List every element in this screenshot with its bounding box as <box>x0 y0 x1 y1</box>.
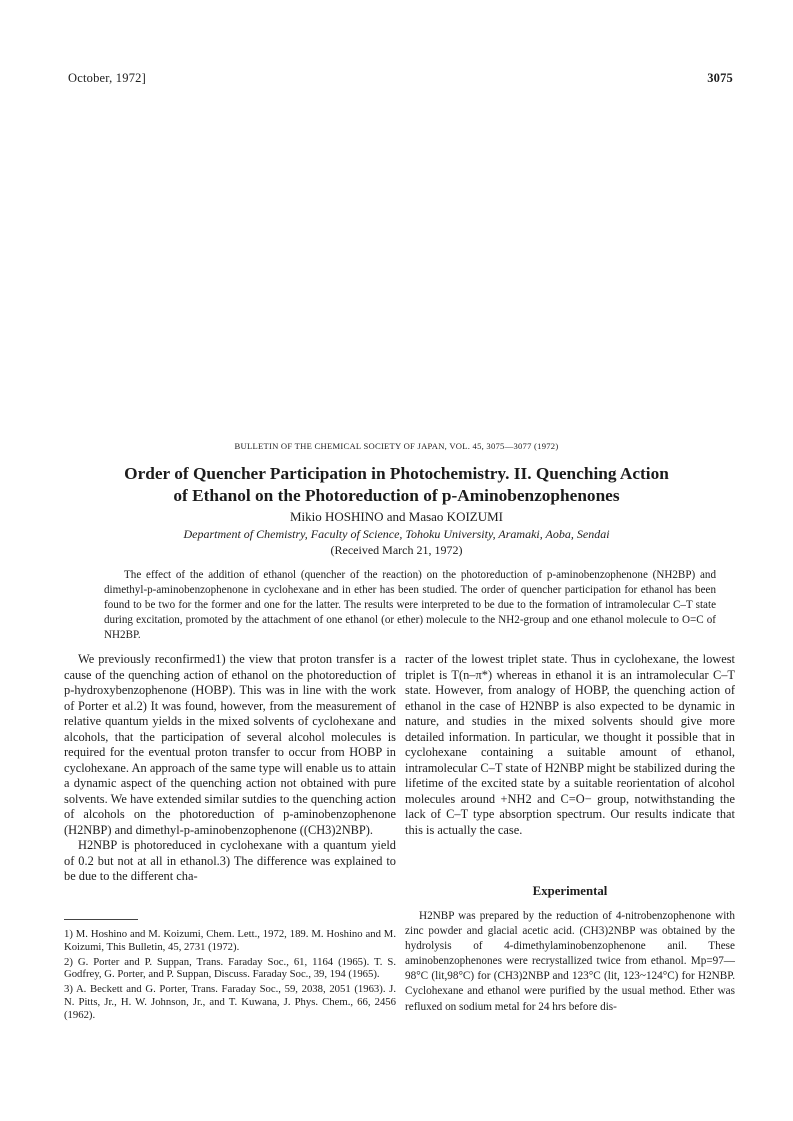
footnote-rule <box>64 919 138 920</box>
journal-citation-line: BULLETIN OF THE CHEMICAL SOCIETY OF JAPAN, VOL. 45, 3075—3077 (1972) <box>234 441 559 451</box>
title-line-2: of Ethanol on the Photoreduction of p-Aminobenzophenones <box>173 486 620 505</box>
body-paragraph-1: We previously reconfirmed1) the view that proton transfer is a cause of the quenching action of ethanol on the photoreduction of p-hydroxybenzophenone (HOBP). This was in line with the work of Porter et al.2) It was found, however, from the measurement of relative quantum yields in the mixed solvents of cyclohexane and alcohols, that the participation of several alcohol molecules is required for the eventual proton transfer to occur from HOBP in cyclohexane. An approach of the same type will enable us to attain a dynamic aspect of the quenching action not obtained with pure solvents. We have extended similar sutdies to the quenching action of alcohols on the photoreduction of p-aminobenzophenone (H2NBP) and dimethyl-p-aminobenzophenone ((CH3)2NBP). <box>64 652 396 837</box>
body-paragraph-2: H2NBP is photoreduced in cyclohexane with a quantum yield of 0.2 but not at all in ethanol.3) The difference was explained to be due to the different cha- <box>64 838 396 883</box>
footnote-3: 3) A. Beckett and G. Porter, Trans. Faraday Soc., 59, 2038, 2051 (1963). J. N. Pitts, Jr., H. W. Johnson, Jr., and T. Kuwana, J. Phys. Chem., 66, 2456 (1962). <box>64 983 396 1021</box>
section-heading-experimental: Experimental <box>532 884 608 898</box>
title-line-1: Order of Quencher Participation in Photochemistry. II. Quenching Action <box>124 464 669 483</box>
abstract: The effect of the addition of ethanol (quencher of the reaction) on the photoreduction of p-aminobenzophenone (NH2BP) and dimethyl-p-aminobenzophenone in cyclohexane and in ether has been studied. The order of quencher participation for ethanol has been found to be two for the former and one for the latter. The results were interpreted to be due to the formation of intramolecular C–T state during excitation, promoted by the attachment of one ethanol (or ether) molecule to the NH2-group and one ethanol molecule to O=C of NH2BP. <box>104 569 716 641</box>
body-paragraph-3: racter of the lowest triplet state. Thus in cyclohexane, the lowest triplet is T(n–π*) whereas in ethanol it is an intramolecular C–T state. However, from analogy of HOBP, the quenching action of ethanol in the case of H2NBP is also expected to be dynamic in nature, and studies in the mixed solvents should give more detailed information. In particular, we thought it possible that in cyclohexane containing a suitable amount of ethanol, intramolecular C–T state of H2NBP might be stabilized during the lifetime of the excited state by a suitable reorientation of alcohol molecules around +NH2 and C=O− group, notwithstanding the lack of C–T type absorption spectrum. Our results indicate that this is actually the case. <box>405 652 735 837</box>
footnote-2: 2) G. Porter and P. Suppan, Trans. Faraday Soc., 61, 1164 (1965). T. S. Godfrey, G. Porter, and P. Suppan, Discuss. Faraday Soc., 39, 194 (1965). <box>64 955 396 981</box>
body-column-right <box>405 652 735 838</box>
paper-title <box>60 463 733 507</box>
page-number: 3075 <box>707 71 733 85</box>
running-header-date: October, 1972] <box>68 71 146 85</box>
body-column-left <box>64 652 396 885</box>
experimental-paragraph: H2NBP was prepared by the reduction of 4-nitrobenzophenone with zinc powder and glacial acetic acid. (CH3)2NBP was obtained by the hydrolysis of 4-dimethylaminobenzophenone anil. These aminobenzophenones were recrystallized twice from ethanol. Mp=97—98°C (lit,98°C) for (CH3)2NBP and 123°C (lit, 123~124°C) for H2NBP. Cyclohexane and ethanol were purified by the usual method. Ether was refluxed on sodium metal for 24 hrs before dis- <box>405 910 735 1013</box>
footnote-1: 1) M. Hoshino and M. Koizumi, Chem. Lett., 1972, 189. M. Hoshino and M. Koizumi, This Bulletin, 45, 2731 (1972). <box>64 928 396 953</box>
footnotes <box>64 928 396 1024</box>
received-date: (Received March 21, 1972) <box>330 543 463 557</box>
authors: Mikio HOSHINO and Masao KOIZUMI <box>289 509 504 524</box>
affiliation: Department of Chemistry, Faculty of Science, Tohoku University, Aramaki, Aoba, Sendai <box>183 527 610 541</box>
